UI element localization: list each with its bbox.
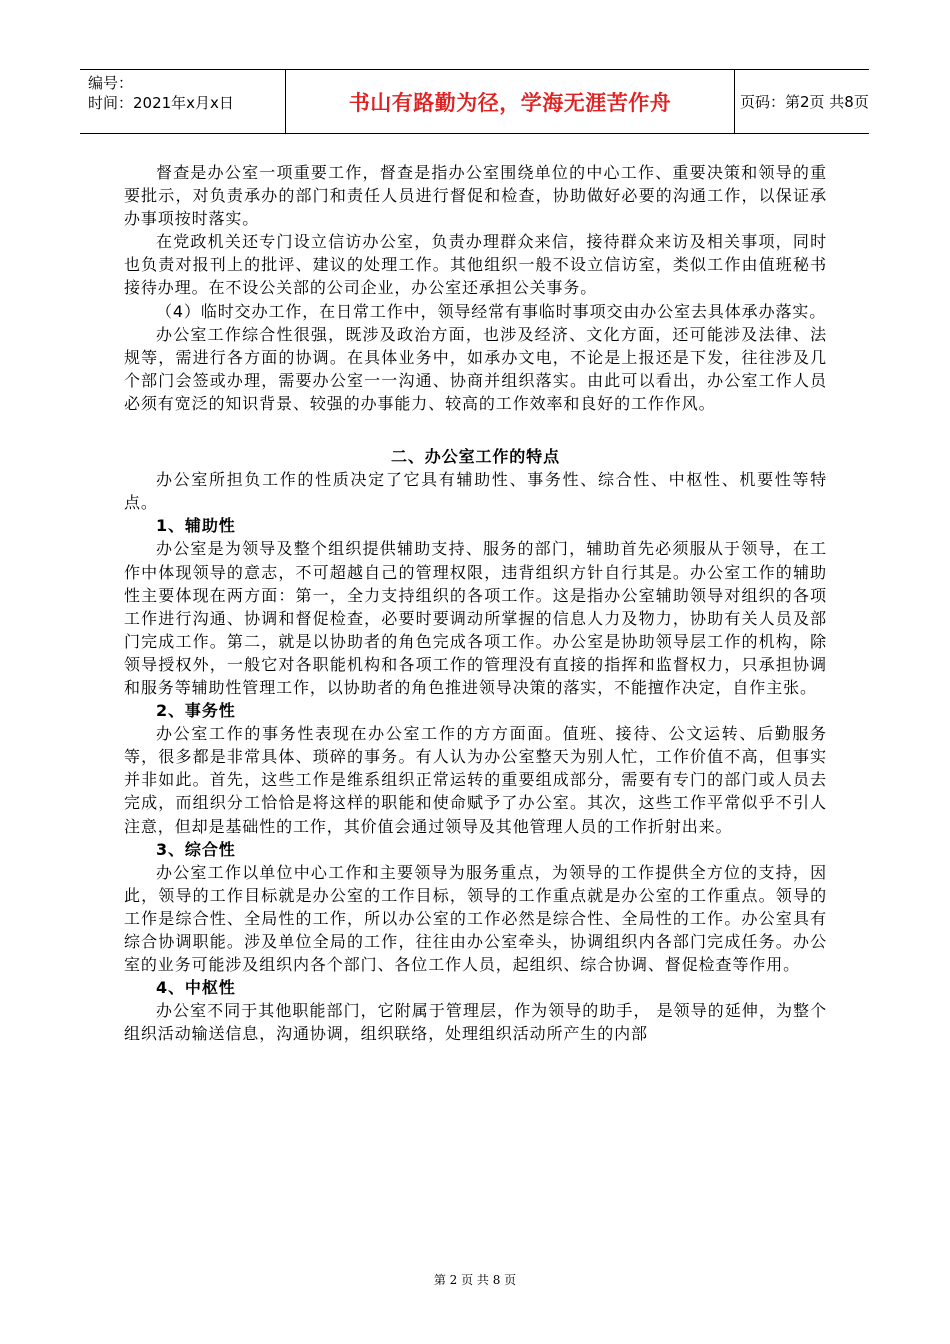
header-page-info: 页码：第2页 共8页 (740, 93, 869, 111)
paragraph-auxiliary: 办公室是为领导及整个组织提供辅助支持、服务的部门，辅助首先必须服从于领导，在工作中体现领导的意志，不可超越自己的管理权限，违背组织方针自行其是。办公室工作的辅助性主要体现在两方面：第一，全力支持组织的各项工作。这是指办公室辅助领导对组织的各项工作进行沟通、协调和督促检查，必要时要调动所掌握的信息人力及物力，协助有关人员及部门完成工作。第二，就是以协助者的角色完成各项工作。办公室是协助领导层工作的机构，除领导授权外，一般它对各职能机构和各项工作的管理没有直接的指挥和监督权力，只承担协调和服务等辅助性管理工作，以协助者的角色推进领导决策的落实，不能擅作决定，自作主张。 (124, 539, 827, 697)
header-page-cell (734, 70, 869, 133)
section-heading: 二、办公室工作的特点 (390, 447, 560, 467)
page-header (80, 69, 869, 134)
paragraph-characteristics-intro: 办公室所担负工作的性质决定了它具有辅助性、事务性、综合性、中枢性、机要性等特点。 (124, 470, 827, 513)
paragraph-hub: 办公室不同于其他职能部门，它附属于管理层，作为领导的助手， 是领导的延伸，为整个组织活动输送信息，沟通协调，组织联络，处理组织活动所产生的内部 (124, 1001, 827, 1044)
document-body (124, 161, 827, 1045)
page-footer: 第 2 页 共 8 页 (433, 1273, 517, 1287)
subheading-affairs: 2、事务性 (156, 701, 236, 721)
paragraph-comprehensive-work: 办公室工作综合性很强，既涉及政治方面，也涉及经济、文化方面，还可能涉及法律、法规等，需进行各方面的协调。在具体业务中，如承办文电，不论是上报还是下发，往往涉及几个部门会签或办理，需要办公室一一沟通、协商并组织落实。由此可以看出，办公室工作人员必须有宽泛的知识背景、较强的办事能力、较高的工作效率和良好的工作作风。 (124, 324, 827, 413)
subheading-auxiliary: 1、辅助性 (156, 516, 236, 536)
spacer (124, 415, 827, 436)
document-time-label: 时间：2021年x月x日 (88, 94, 234, 112)
header-motto-cell (285, 70, 735, 133)
header-motto: 书山有路勤为径，学海无涯苦作舟 (348, 90, 672, 115)
paragraph-supervision: 督查是办公室一项重要工作，督查是指办公室围绕单位的中心工作、重要决策和领导的重要批示，对负责承办的部门和责任人员进行督促和检查，协助做好必要的沟通工作，以保证承办事项按时落实。 (124, 163, 827, 229)
paragraph-temporary-tasks: （4）临时交办工作，在日常工作中，领导经常有事临时事项交由办公室去具体承办落实。 (156, 301, 827, 321)
paragraph-comprehensive: 办公室工作以单位中心工作和主要领导为服务重点，为领导的工作提供全方位的支持，因此，领导的工作目标就是办公室的工作目标，领导的工作重点就是办公室的工作重点。领导的工作是综合性、全局性的工作，所以办公室的工作必然是综合性、全局性的工作。办公室具有综合协调职能。涉及单位全局的工作，往往由办公室牵头，协调组织内各部门完成任务。办公室的业务可能涉及组织内各个部门、各位工作人员，起组织、综合协调、督促检查等作用。 (124, 862, 827, 975)
paragraph-affairs: 办公室工作的事务性表现在办公室工作的方方面面。值班、接待、公文运转、后勤服务等，很多都是非常具体、琐碎的事务。有人认为办公室整天为别人忙，工作价值不高，但事实并非如此。首先，这些工作是维系组织正常运转的重要组成部分，需要有专门的部门或人员去完成，而组织分工恰恰是将这样的职能和使命赋予了办公室。其次，这些工作平常似乎不引人注意，但却是基础性的工作，其价值会通过领导及其他管理人员的工作折射出来。 (124, 724, 827, 836)
header-meta-cell (80, 70, 285, 133)
subheading-comprehensive: 3、综合性 (156, 839, 236, 859)
subheading-hub: 4、中枢性 (156, 978, 236, 998)
document-number-label: 编号： (88, 74, 134, 92)
paragraph-petition: 在党政机关还专门设立信访办公室，负责办理群众来信，接待群众来访及相关事项，同时也负责对报刊上的批评、建议的处理工作。其他组织一般不设立信访室，类似工作由值班秘书接待办理。在不设公关部的公司企业，办公室还承担公关事务。 (124, 232, 827, 298)
